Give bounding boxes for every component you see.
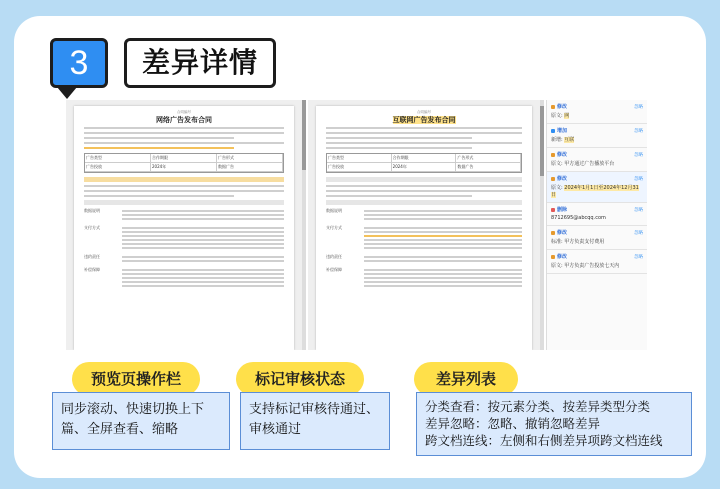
desc-line: 差异忽略：忽略、撤销忽略差异	[425, 416, 601, 431]
ignore-button[interactable]: 忽略	[634, 207, 643, 213]
delete-icon	[551, 208, 555, 212]
diff-list-item[interactable]: 增加 忽略 新增: 互联	[547, 124, 647, 148]
diff-list-item[interactable]: 修改 忽略 原文: 2024年1月1日至2024年12月31日	[547, 172, 647, 203]
feature-label-preview-toolbar: 预览页操作栏	[72, 362, 200, 396]
feature-label-diff-list: 差异列表	[414, 362, 518, 396]
diff-list-item[interactable]: 修改 忽略 标准: 甲方负责支付费用	[547, 226, 647, 250]
doc-title: 网络广告发布合同	[156, 116, 212, 124]
add-icon	[551, 129, 555, 133]
ignore-button[interactable]: 忽略	[634, 254, 643, 260]
diff-list-panel	[546, 100, 647, 350]
ignore-button[interactable]: 忽略	[634, 152, 643, 158]
modify-icon	[551, 231, 555, 235]
section-title: 差异详情	[124, 38, 276, 88]
desc-line: 分类查看：按元素分类、按差异类型分类	[425, 399, 651, 414]
diff-list-item[interactable]: 修改 忽略 原文: 网	[547, 100, 647, 124]
feature-desc-diff-list	[416, 392, 692, 456]
left-document-page: 合同编号 网络广告发布合同 广告类型 合作期限 广告形式 广告投放 2024年 数据广告 数据说明 支付方式 违约责任 补偿保障	[74, 106, 294, 350]
doc-header: 合同编号	[177, 110, 191, 114]
modify-icon	[551, 105, 555, 109]
feature-label-review-status: 标记审核状态	[236, 362, 364, 396]
compare-preview-screenshot	[66, 100, 646, 350]
ignore-button[interactable]: 忽略	[634, 176, 643, 182]
modify-icon	[551, 153, 555, 157]
ignore-button[interactable]: 忽略	[634, 128, 643, 134]
doc-title: 互联网广告发布合同	[392, 116, 456, 124]
modify-icon	[551, 177, 555, 181]
ignore-button[interactable]: 忽略	[634, 230, 643, 236]
step-number-badge: 3	[50, 38, 108, 88]
ignore-button[interactable]: 忽略	[634, 104, 643, 110]
left-scrollbar[interactable]	[302, 100, 306, 350]
doc-header: 合同编号	[417, 110, 431, 114]
right-scrollbar[interactable]	[540, 100, 544, 350]
diff-list-item[interactable]: 修改 忽略 原文: 甲方负责广告投放七天内	[547, 250, 647, 274]
feature-desc-preview-toolbar: 同步滚动、快速切换上下篇、全屏查看、缩略	[52, 392, 230, 450]
left-document-pane[interactable]	[66, 100, 302, 350]
diff-list-item[interactable]: 删除 忽略 8712695@abcqq.com	[547, 203, 647, 226]
right-document-pane[interactable]	[308, 100, 540, 350]
doc-table: 广告类型 合作期限 广告形式 广告投放 2024年 数据广告	[326, 153, 522, 173]
doc-table: 广告类型 合作期限 广告形式 广告投放 2024年 数据广告	[84, 153, 284, 173]
desc-line: 跨文档连线：左侧和右侧差异项跨文档连线	[425, 433, 663, 448]
feature-desc-review-status: 支持标记审核待通过、审核通过	[240, 392, 390, 450]
right-document-page: 合同编号 互联网广告发布合同 广告类型 合作期限 广告形式 广告投放 2024年 数据广告 数据说明 支付方式 违约责任 补偿保障	[316, 106, 532, 350]
modify-icon	[551, 255, 555, 259]
diff-list-item[interactable]: 修改 忽略 原文: 甲方通过广告播放平台	[547, 148, 647, 172]
